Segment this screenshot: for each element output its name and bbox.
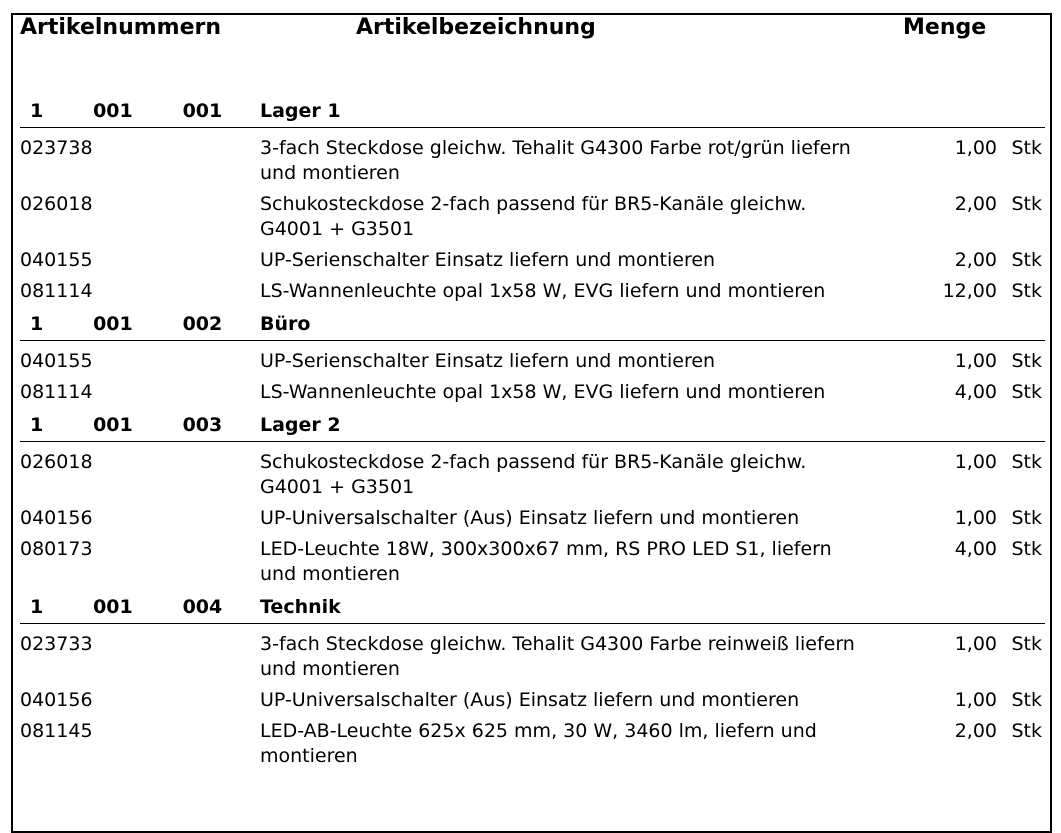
quantity: 1,00 — [954, 137, 997, 159]
section-header — [20, 594, 1045, 624]
item-row — [20, 450, 1045, 500]
section-name: Lager 1 — [260, 100, 341, 122]
quantity: 4,00 — [954, 381, 997, 403]
section-rows — [0, 128, 1061, 311]
section-header — [20, 311, 1045, 341]
unit: Stk — [1011, 633, 1042, 655]
article-number: 026018 — [20, 193, 93, 215]
article-number: 081114 — [20, 280, 93, 302]
section-rows — [0, 442, 1061, 594]
item-row — [20, 349, 1045, 374]
article-description: LS-Wannenleuchte opal 1x58 W, EVG liefern und montieren — [260, 381, 826, 403]
section-number: 1 001 004 — [30, 596, 223, 618]
article-number: 040155 — [20, 249, 93, 271]
quantity: 2,00 — [954, 193, 997, 215]
item-row — [20, 632, 1045, 682]
article-description: UP-Universalschalter (Aus) Einsatz liefern und montieren — [260, 507, 800, 529]
unit: Stk — [1011, 280, 1042, 302]
item-row — [20, 279, 1045, 304]
article-description: UP-Serienschalter Einsatz liefern und montieren — [260, 350, 716, 372]
section-rows — [0, 624, 1061, 776]
section-number: 1 001 001 — [30, 100, 223, 122]
unit: Stk — [1011, 381, 1042, 403]
quantity: 1,00 — [954, 451, 997, 473]
item-row — [20, 248, 1045, 273]
article-number: 040156 — [20, 689, 93, 711]
unit: Stk — [1011, 193, 1042, 215]
article-number: 026018 — [20, 451, 93, 473]
section-number: 1 001 003 — [30, 414, 223, 436]
article-number: 080173 — [20, 538, 93, 560]
quantity: 2,00 — [954, 720, 997, 742]
quantity: 1,00 — [954, 350, 997, 372]
article-description: UP-Serienschalter Einsatz liefern und montieren — [260, 249, 716, 271]
item-row — [20, 506, 1045, 531]
section-name: Lager 2 — [260, 414, 341, 436]
article-description: Schukosteckdose 2-fach passend für BR5-Kanäle gleichw. G4001 + G3501 — [260, 193, 807, 240]
header-artikelbezeichnung: Artikelbezeichnung — [356, 15, 596, 40]
quantity: 12,00 — [942, 280, 997, 302]
section-header — [20, 412, 1045, 442]
article-description: 3-fach Steckdose gleichw. Tehalit G4300 Farbe rot/grün liefern und montieren — [260, 137, 851, 184]
quantity: 2,00 — [954, 249, 997, 271]
article-number: 040155 — [20, 350, 93, 372]
section-number: 1 001 002 — [30, 313, 223, 335]
item-row — [20, 688, 1045, 713]
unit: Stk — [1011, 720, 1042, 742]
header-menge: Menge — [903, 15, 987, 40]
article-number: 023738 — [20, 137, 93, 159]
unit: Stk — [1011, 451, 1042, 473]
section-name: Technik — [260, 596, 341, 618]
section-header — [20, 98, 1045, 128]
item-list — [0, 98, 1061, 776]
article-number: 081114 — [20, 381, 93, 403]
unit: Stk — [1011, 249, 1042, 271]
quantity: 1,00 — [954, 507, 997, 529]
item-row — [20, 380, 1045, 405]
article-number: 023733 — [20, 633, 93, 655]
item-row — [20, 719, 1045, 769]
item-row — [20, 136, 1045, 186]
article-description: LED-Leuchte 18W, 300x300x67 mm, RS PRO LED S1, liefern und montieren — [260, 538, 832, 585]
quantity: 4,00 — [954, 538, 997, 560]
quantity: 1,00 — [954, 633, 997, 655]
article-number: 081145 — [20, 720, 93, 742]
article-description: UP-Universalschalter (Aus) Einsatz liefern und montieren — [260, 689, 800, 711]
unit: Stk — [1011, 350, 1042, 372]
unit: Stk — [1011, 507, 1042, 529]
unit: Stk — [1011, 689, 1042, 711]
unit: Stk — [1011, 538, 1042, 560]
article-number: 040156 — [20, 507, 93, 529]
header-artikelnummern: Artikelnummern — [20, 15, 222, 40]
article-description: 3-fach Steckdose gleichw. Tehalit G4300 Farbe reinweiß liefern und montieren — [260, 633, 855, 680]
article-description: LS-Wannenleuchte opal 1x58 W, EVG liefern und montieren — [260, 280, 826, 302]
item-row — [20, 192, 1045, 242]
section-rows — [0, 341, 1061, 412]
article-description: Schukosteckdose 2-fach passend für BR5-Kanäle gleichw. G4001 + G3501 — [260, 451, 807, 498]
section-name: Büro — [260, 313, 311, 335]
item-row — [20, 537, 1045, 587]
article-description: LED-AB-Leuchte 625x 625 mm, 30 W, 3460 lm, liefern und montieren — [260, 720, 817, 767]
unit: Stk — [1011, 137, 1042, 159]
quantity: 1,00 — [954, 689, 997, 711]
